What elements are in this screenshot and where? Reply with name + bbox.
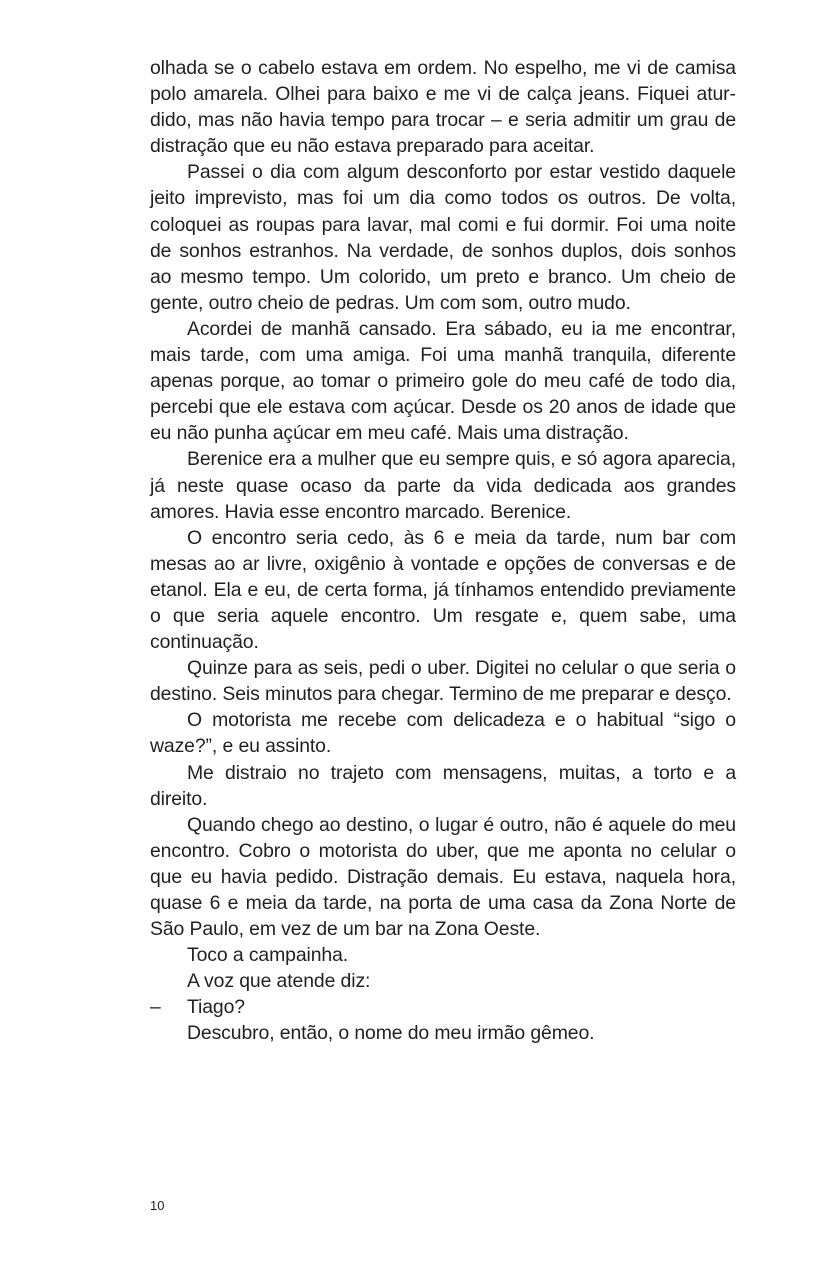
body-text	[150, 55, 736, 1047]
dialogue-dash: –	[150, 996, 161, 1019]
paragraph: Quando chego ao destino, o lugar é outro, não é aquele do meu encontro. Cobro o motorista do uber, que me aponta no celular o que eu havia pedido. Distração demais. Eu estava, naquela hora, quase 6 e meia da tarde, na porta de uma casa da Zona Norte de São Paulo, em vez de um bar na Zona Oeste.	[150, 813, 736, 941]
paragraph: Passei o dia com algum desconforto por estar vestido daquele jeito imprevisto, mas foi um dia como todos os outros. De volta, coloquei as roupas para lavar, mal comi e fui dormir. Foi uma noite de sonhos estranhos. Na verdade, de sonhos duplos, dois sonhos ao mesmo tempo. Um colorido, um preto e branco. Um cheio de gente, outro cheio de pedras. Um com som, outro mudo.	[150, 161, 736, 314]
closing-paragraph: Descubro, então, o nome do meu irmão gêmeo.	[187, 1022, 595, 1045]
page-number: 10	[150, 1198, 165, 1213]
paragraph: olhada se o cabelo estava em ordem. No espelho, me vi de camisa polo amarela. Olhei para baixo e me vi de calça jeans. Fiquei aturdido, mas não havia tempo para trocar – e seria admitir um grau de distração que eu não estava preparado para aceitar.	[150, 57, 736, 158]
paragraph: Me distraio no trajeto com mensagens, muitas, a torto e a direito.	[150, 761, 736, 810]
dialogue-line	[150, 994, 736, 1020]
paragraph: Acordei de manhã cansado. Era sábado, eu ia me encontrar, mais tarde, com uma amiga. Foi uma manhã tranquila, diferente apenas porque, ao tomar o primeiro gole do meu café de todo dia, percebi que ele estava com açúcar. Desde os 20 anos de idade que eu não punha açúcar em meu café. Mais uma distração.	[150, 317, 736, 445]
paragraph: O encontro seria cedo, às 6 e meia da tarde, num bar com mesas ao ar livre, oxigênio à vontade e opções de conversas e de etanol. Ela e eu, de certa forma, já tínhamos entendido previamente o que seria aquele encontro. Um resgate e, quem sabe, uma continuação.	[150, 526, 736, 654]
paragraph: Toco a campainha.	[187, 944, 349, 967]
paragraph: O motorista me recebe com delicadeza e o habitual “sigo o waze?”, e eu assinto.	[150, 709, 736, 758]
paragraph: Berenice era a mulher que eu sempre quis, e só agora aparecia, já neste quase ocaso da parte da vida dedicada aos grandes amores. Havia esse encontro marcado. Berenice.	[150, 448, 736, 523]
dialogue-text: Tiago?	[187, 996, 245, 1019]
paragraph: Quinze para as seis, pedi o uber. Digitei no celular o que seria o destino. Seis minutos para chegar. Termino de me preparar e desço.	[150, 657, 736, 706]
paragraph: A voz que atende diz:	[187, 970, 371, 993]
